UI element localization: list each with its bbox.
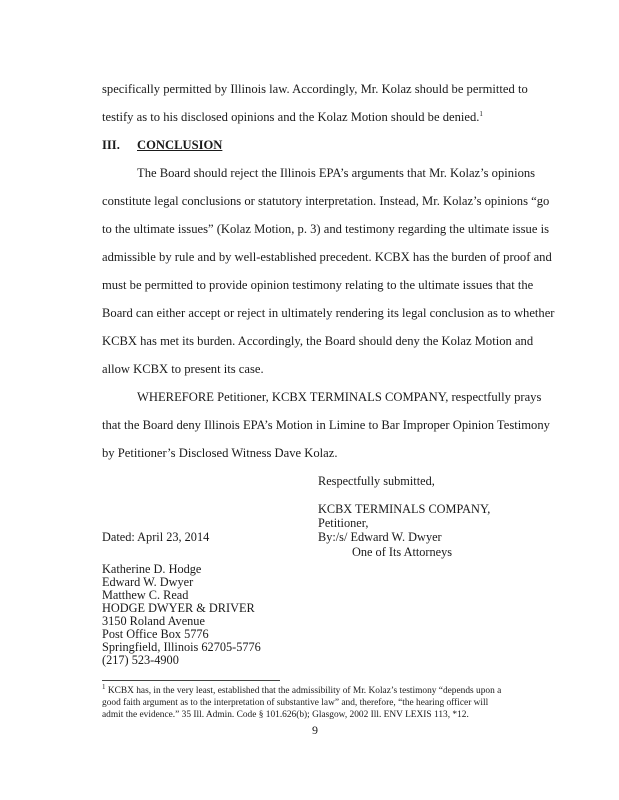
signature-company: KCBX TERMINALS COMPANY, [318, 502, 491, 516]
attorney-line: (217) 523-4900 [102, 653, 179, 667]
signature-one-of: One of Its Attorneys [352, 545, 453, 559]
attorney-line: Matthew C. Read [102, 588, 189, 602]
section-number: III. [102, 138, 120, 152]
footnote-line: good faith argument as to the interpretation of substantive law” and, therefore, “the hearing officer will [102, 698, 489, 708]
signature-by: By:/s/ Edward W. Dwyer [318, 530, 442, 544]
signature-closing: Respectfully submitted, [318, 474, 435, 488]
conclusion-line: Board can either accept or reject in ultimately rendering its legal conclusion as to whether [102, 306, 555, 320]
attorney-line: Post Office Box 5776 [102, 627, 209, 641]
attorney-line: Springfield, Illinois 62705-5776 [102, 640, 261, 654]
footnote-text: KCBX has, in the very least, established that the admissibility of Mr. Kolaz’s testimony “depends upon a [107, 686, 502, 696]
body-line-1: specifically permitted by Illinois law. Accordingly, Mr. Kolaz should be permitted to [102, 82, 528, 96]
signature-role: Petitioner, [318, 516, 369, 530]
conclusion-line: constitute legal conclusions or statutory interpretation. Instead, Mr. Kolaz’s opinions “go [102, 194, 550, 208]
body-line-2 [102, 110, 483, 124]
attorney-line: HODGE DWYER & DRIVER [102, 601, 255, 615]
conclusion-line: The Board should reject the Illinois EPA’s arguments that Mr. Kolaz’s opinions [137, 166, 536, 180]
attorney-line: Katherine D. Hodge [102, 562, 202, 576]
attorney-line: 3150 Roland Avenue [102, 614, 205, 628]
wherefore-line: that the Board deny Illinois EPA’s Motion in Limine to Bar Improper Opinion Testimony [102, 418, 550, 432]
attorney-address-block [102, 563, 261, 667]
conclusion-line: must be permitted to provide opinion testimony relating to the ultimate issues that the [102, 278, 534, 292]
conclusion-line: admissible by rule and by well-established precedent. KCBX has the burden of proof and [102, 250, 552, 264]
footnote-divider [102, 680, 280, 681]
conclusion-line: to the ultimate issues” (Kolaz Motion, p. 3) and testimony regarding the ultimate issue is [102, 222, 549, 236]
conclusion-line: KCBX has met its burden. Accordingly, the Board should deny the Kolaz Motion and [102, 334, 534, 348]
section-title: CONCLUSION [137, 138, 223, 152]
attorney-line: Edward W. Dwyer [102, 575, 194, 589]
footnote-marker: 1 [102, 682, 106, 691]
footnote-line: admit the evidence.” 35 Ill. Admin. Code § 101.626(b); Glasgow, 2002 Ill. ENV LEXIS 113, *12. [102, 710, 469, 720]
footnote-ref: 1 [479, 109, 483, 118]
wherefore-line: by Petitioner’s Disclosed Witness Dave Kolaz. [102, 446, 338, 460]
signature-date: Dated: April 23, 2014 [102, 530, 210, 544]
wherefore-line: WHEREFORE Petitioner, KCBX TERMINALS COMPANY, respectfully prays [137, 390, 542, 404]
page-number: 9 [312, 723, 318, 737]
body-line-2-text: testify as to his disclosed opinions and the Kolaz Motion should be denied. [102, 110, 480, 124]
footnote-line [102, 682, 522, 697]
conclusion-line: allow KCBX to present its case. [102, 362, 264, 376]
